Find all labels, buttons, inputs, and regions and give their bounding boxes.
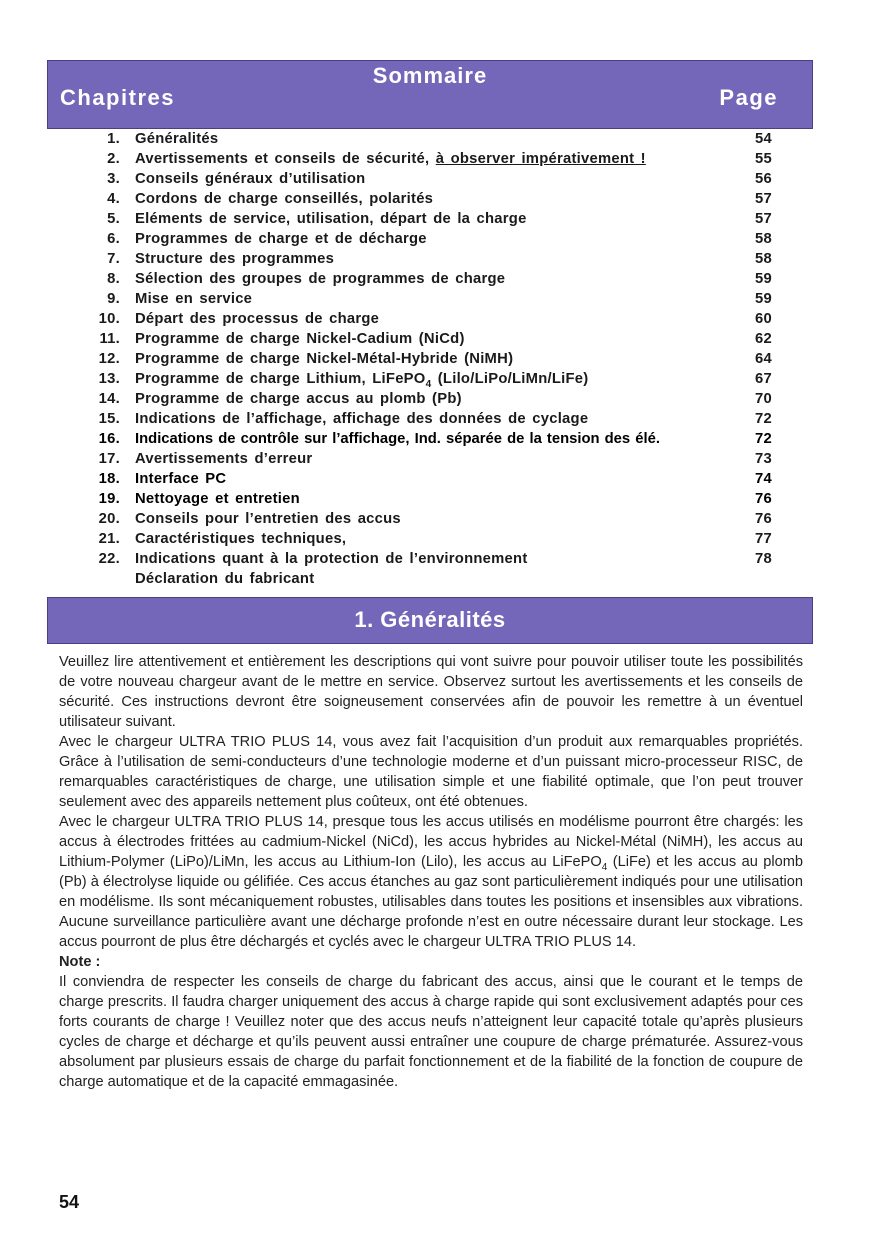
toc-item-text: Sélection des groupes de programmes de charge [135, 271, 506, 287]
toc-item-subscript: 4 [425, 378, 432, 390]
toc-item-text: Cordons de charge conseillés, polarités [135, 191, 434, 207]
toc-item-page: 58 [755, 251, 772, 267]
subscript: 4 [601, 861, 608, 873]
toc-item-number: 12. [98, 351, 120, 367]
toc-item-text-after: (Lilo/LiPo/LiMn/LiFe) [431, 371, 589, 387]
toc-item-page: 60 [755, 311, 772, 327]
toc-item-text-main: Programme de charge Lithium, LiFePO [135, 371, 426, 387]
toc-item[interactable] [80, 449, 772, 469]
note-label: Note : [59, 954, 101, 970]
section-title: 1. Généralités [354, 607, 506, 632]
toc-item-number: 10. [98, 311, 120, 327]
toc-item-number: 21. [98, 531, 120, 547]
paragraph-text: (LiFe) et les accus au plomb (Pb) à électrolyse liquide ou gélifiée. Ces accus étanches au gaz sont particulièrement indiqués pour une utilisation en modélisme. Ils sont mécaniquement robustes, utilisables dans toutes les positions et insensibles aux vibrations. Aucune surveillance particulière avant une décharge profonde n’est en outre nécessaire durant leur stockage. Les accus pourront de plus être déchargés et cyclés avec le chargeur ULTRA TRIO PLUS 14. [59, 854, 804, 950]
toc-item[interactable] [80, 569, 772, 589]
toc-item[interactable] [80, 309, 772, 329]
toc-item[interactable] [80, 529, 772, 549]
toc-item-number: 20. [98, 511, 120, 527]
toc-item-number: 14. [98, 391, 120, 407]
toc-item-number: 16. [98, 431, 120, 447]
toc-item-page: 74 [755, 471, 772, 487]
toc-item[interactable] [80, 169, 772, 189]
toc-item-text: Interface PC [135, 471, 227, 487]
toc-item-number: 19. [98, 491, 120, 507]
toc-item-page: 55 [755, 151, 772, 167]
toc-item-page: 59 [755, 291, 772, 307]
toc-item[interactable] [80, 349, 772, 369]
page-number: 54 [59, 1192, 80, 1212]
toc-item[interactable] [80, 129, 772, 149]
toc-item-page: 77 [755, 531, 772, 547]
toc-item-text-underlined: à observer impérativement ! [435, 151, 646, 167]
toc-item-page: 67 [755, 371, 772, 387]
toc-item-text: Départ des processus de charge [135, 311, 380, 327]
toc-item-page: 56 [755, 171, 772, 187]
toc-title: Sommaire [372, 63, 488, 88]
toc-list [80, 129, 772, 589]
toc-item[interactable] [80, 509, 772, 529]
toc-item-page: 64 [755, 351, 772, 367]
toc-item[interactable] [80, 209, 772, 229]
toc-item[interactable] [80, 429, 772, 449]
toc-item-number: 18. [98, 471, 120, 487]
toc-item-text: Indications quant à la protection de l’environnement [135, 551, 528, 567]
toc-item[interactable] [80, 409, 772, 429]
toc-item-text: Structure des programmes [135, 251, 335, 267]
toc-item-number: 17. [98, 451, 120, 467]
toc-chapters-label: Chapitres [60, 85, 175, 110]
toc-item[interactable] [80, 269, 772, 289]
toc-item-text: Programmes de charge et de décharge [135, 231, 427, 247]
paragraph-text: Avec le chargeur ULTRA TRIO PLUS 14, presque tous les accus utilisés en modélisme pourront être chargés: les accus à électrodes frittées au cadmium-Nickel (NiCd), les accus hybrides au Nickel-Métal (NiMH), les accus au Lithium-Polymer (LiPo)/LiMn, les accus au Lithium-Ion (Lilo), les accus au LiFePO [59, 814, 803, 870]
toc-item-number: 1. [107, 131, 120, 147]
toc-item-text: Programme de charge Nickel-Métal-Hybride (NiMH) [135, 351, 514, 367]
toc-item[interactable] [80, 149, 772, 169]
toc-item-number: 7. [107, 251, 120, 267]
toc-item-page: 59 [755, 271, 772, 287]
toc-item-page: 72 [755, 411, 772, 427]
paragraph: Il conviendra de respecter les conseils de charge du fabricant des accus, ainsi que le courant et le temps de charge prescrits. Il faudra charger uniquement des accus à charge rapide qui sont exclusivement adaptés pour ces forts courants de charge ! Veuillez noter que des accus neufs n’atteignent leur capacité totale qu’après plusieurs cycles de charge et décharge et qu’ils peuvent aussi entraîner une coupure de charge prématurée. Assurez-vous absolument par plusieurs essais de charge du parfait fonctionnement et de la fiabilité de la fonction de coupure de charge automatique et de la capacité emmagasinée. [59, 974, 803, 1090]
toc-item-text [120, 149, 732, 169]
toc-item-text: Conseils pour l’entretien des accus [135, 511, 401, 527]
toc-item[interactable] [80, 329, 772, 349]
toc-item-number: 5. [107, 211, 120, 227]
toc-banner [47, 60, 813, 129]
toc-item-page: 76 [755, 511, 772, 527]
toc-item-text: Avertissements d’erreur [135, 451, 313, 467]
toc-item-page: 62 [755, 331, 772, 347]
section-body [59, 652, 803, 1092]
toc-item-number: 2. [107, 151, 120, 167]
toc-item-page: 57 [755, 211, 772, 227]
toc-item-text: Programme de charge accus au plomb (Pb) [135, 391, 462, 407]
toc-item[interactable] [80, 469, 772, 489]
toc-page-label: Page [719, 85, 778, 110]
toc-item[interactable] [80, 489, 772, 509]
toc-item-text: Indications de l’affichage, affichage des données de cyclage [135, 411, 589, 427]
toc-item-text: Généralités [135, 131, 219, 147]
toc-item-page: 72 [755, 431, 772, 447]
toc-item-number: 8. [107, 271, 120, 287]
toc-item-page: 57 [755, 191, 772, 207]
toc-item-page: 54 [755, 131, 772, 147]
toc-item[interactable] [80, 369, 772, 389]
toc-item[interactable] [80, 249, 772, 269]
toc-item-text: Caractéristiques techniques, [135, 531, 347, 547]
toc-item[interactable] [80, 229, 772, 249]
toc-item-page: 73 [755, 451, 772, 467]
paragraph: Avec le chargeur ULTRA TRIO PLUS 14, vous avez fait l’acquisition d’un produit aux remarquables propriétés. Grâce à l’utilisation de semi-conducteurs d’une technologie moderne et d’un puissant micro-processeur RISC, de remarquables caractéristiques de charge, une utilisation simple et une fiabilité optimale, que l’on peut trouver seulement avec des appareils nettement plus coûteux, ont été obtenues. [59, 734, 803, 810]
toc-item-number: 11. [99, 331, 120, 347]
toc-item-number: 22. [98, 551, 120, 567]
toc-item-text: Eléments de service, utilisation, départ de la charge [135, 211, 527, 227]
toc-item-page: 70 [755, 391, 772, 407]
toc-item-text: Déclaration du fabricant [135, 571, 315, 587]
toc-item-number: 6. [107, 231, 120, 247]
toc-item-number: 3. [107, 171, 120, 187]
toc-item-text-main: Avertissements et conseils de sécurité, [135, 151, 436, 167]
toc-item[interactable] [80, 389, 772, 409]
toc-item-number: 4. [107, 191, 120, 207]
toc-item-text [120, 369, 732, 389]
toc-item-number: 15. [98, 411, 120, 427]
toc-item-number: 9. [107, 291, 120, 307]
section-banner [47, 597, 813, 644]
toc-item-page: 76 [755, 491, 772, 507]
toc-item-page: 58 [755, 231, 772, 247]
toc-item-text: Indications de contrôle sur l’affichage, Ind. séparée de la tension des élé. [135, 431, 660, 447]
toc-item-text: Nettoyage et entretien [135, 491, 300, 507]
paragraph: Veuillez lire attentivement et entièrement les descriptions qui vont suivre pour pouvoir utiliser toute les possibilités de votre nouveau chargeur avant de le mettre en service. Observez surtout les avertissements et les conseils de sécurité. Ces instructions devront être soigneusement conservées afin de pouvoir les remettre à un éventuel utilisateur suivant. [59, 654, 803, 730]
toc-item[interactable] [80, 289, 772, 309]
toc-item-text: Programme de charge Nickel-Cadium (NiCd) [135, 331, 465, 347]
toc-item[interactable] [80, 549, 772, 569]
toc-item-text: Mise en service [135, 291, 253, 307]
toc-item-number: 13. [98, 371, 120, 387]
toc-item-text: Conseils généraux d’utilisation [135, 171, 366, 187]
toc-item-page: 78 [755, 551, 772, 567]
toc-item[interactable] [80, 189, 772, 209]
paragraph [59, 812, 803, 952]
